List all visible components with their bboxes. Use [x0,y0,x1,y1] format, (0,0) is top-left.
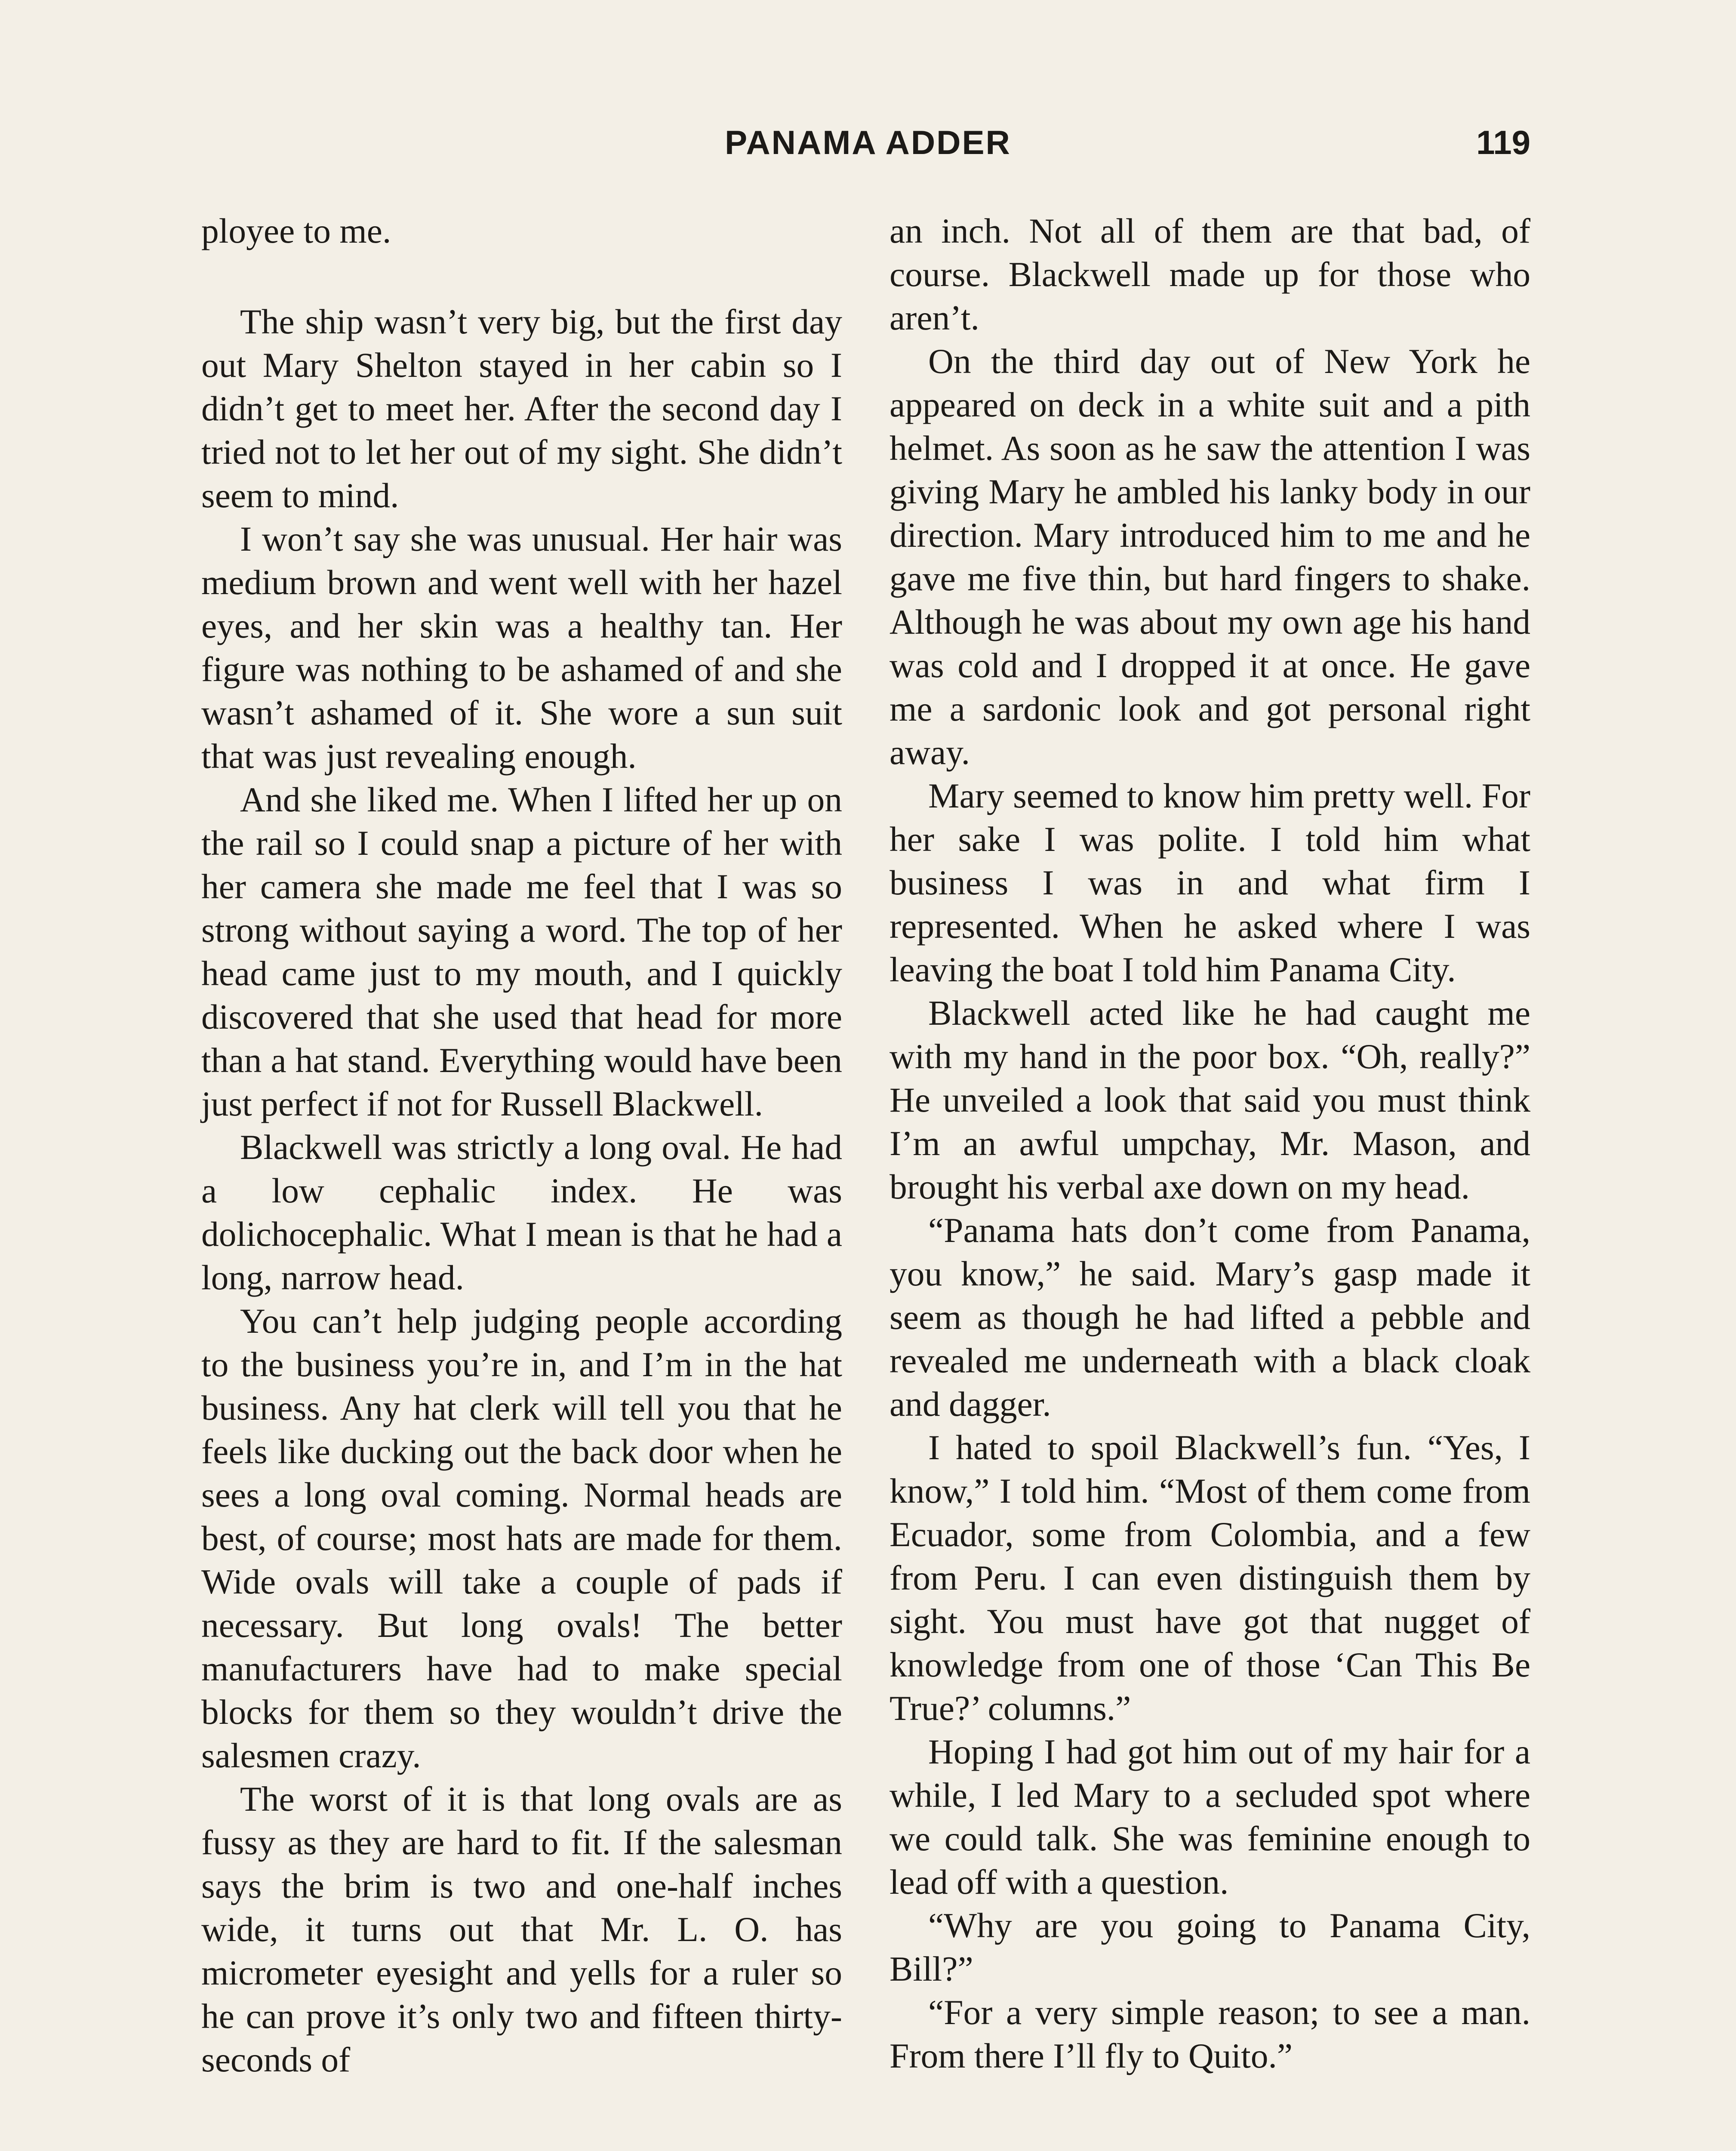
paragraph: I won’t say she was unusual. Her hair was medium brown and went well with her hazel eyes, and her skin was a healthy tan. Her figure was nothing to be ashamed of and she wasn’t ashamed of it. She wore a sun suit that was just revealing enough. [201,519,842,776]
paragraph: The ship wasn’t very big, but the first day out Mary Shelton stayed in her cabin so I didn’t get to meet her. After the second day I tried not to let her out of my sight. She didn’t seem to mind. [201,302,842,515]
paragraph: “For a very simple reason; to see a man. From there I’ll fly to Quito.” [890,1993,1530,2075]
paragraph: “Why are you going to Panama City, Bill?” [890,1906,1530,1988]
paragraph: I hated to spoil Blackwell’s fun. “Yes, I know,” I told him. “Most of them come from Ecuador, some from Colombia, and a few from Peru. I can even distinguish them by sight. You must have got that nugget of knowledge from one of those ‘Can This Be True?’ columns.” [890,1428,1530,1728]
left-text-column [201,209,842,2081]
paragraph: Blackwell was strictly a long oval. He had a low cephalic index. He was dolichocephalic. What I mean is that he had a long, narrow head. [201,1128,842,1297]
paragraph: Mary seemed to know him pretty well. For her sake I was polite. I told him what business I was in and what firm I represented. When he asked where I was leaving the boat I told him Panama City. [890,776,1530,989]
running-header-title: PANAMA ADDER [725,123,1011,161]
paragraph: ployee to me. [201,211,391,250]
paragraph: Blackwell acted like he had caught me with my hand in the poor box. “Oh, really?” He unveiled a look that said you must think I’m an awful umpchay, Mr. Mason, and brought his verbal axe down on my head. [890,993,1530,1206]
paragraph: “Panama hats don’t come from Panama, you know,” he said. Mary’s gasp made it seem as though he had lifted a pebble and revealed me underneath with a black cloak and dagger. [890,1211,1530,1424]
right-text-column [890,209,1530,2077]
paragraph: The worst of it is that long ovals are as fussy as they are hard to fit. If the salesman says the brim is two and one-half inches wide, it turns out that Mr. L. O. has micrometer eyesight and yells for a ruler so he can prove it’s only two and fifteen thirty-seconds of [201,1779,842,2079]
paragraph: an inch. Not all of them are that bad, of course. Blackwell made up for those who aren’t. [890,211,1530,337]
paragraph: Hoping I had got him out of my hair for a while, I led Mary to a secluded spot where we could talk. She was feminine enough to lead off with a question. [890,1732,1530,1901]
paragraph: You can’t help judging people according to the business you’re in, and I’m in the hat business. Any hat clerk will tell you that he feels like ducking out the back door when he sees a long oval coming. Normal heads are best, of course; most hats are made for them. Wide ovals will take a couple of pads if necessary. But long ovals! The better manufacturers have had to make special blocks for them so they wouldn’t drive the salesmen crazy. [201,1301,842,1775]
page-number: 119 [1476,123,1530,161]
paragraph: On the third day out of New York he appeared on deck in a white suit and a pith helmet. As soon as he saw the attention I was giving Mary he ambled his lanky body in our direction. Mary introduced him to me and he gave me five thin, but hard fingers to shake. Although he was about my own age his hand was cold and I dropped it at once. He gave me a sardonic look and got personal right away. [890,342,1530,772]
paragraph: And she liked me. When I lifted her up on the rail so I could snap a picture of her with her camera she made me feel that I was so strong without saying a word. The top of her head came just to my mouth, and I quickly discovered that she used that head for more than a hat stand. Everything would have been just perfect if not for Russell Blackwell. [201,780,842,1123]
